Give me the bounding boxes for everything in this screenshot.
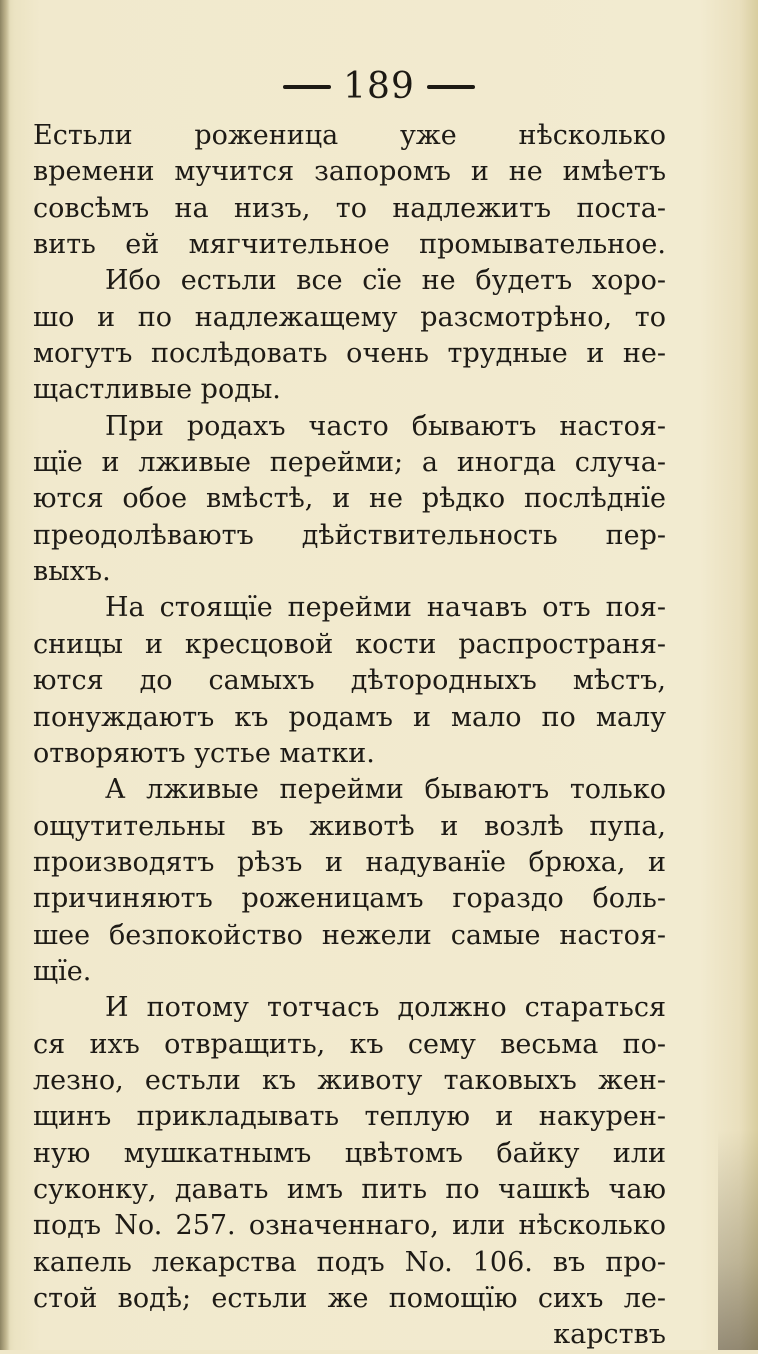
page-corner-shadow <box>718 1130 758 1350</box>
body-text <box>33 118 666 1354</box>
page-number: 189 <box>343 66 415 107</box>
text-line: времени мучится запоромъ и не имѣетъ <box>33 156 666 188</box>
text-line: щинъ прикладывать теплую и накурен- <box>33 1101 666 1133</box>
text-line: лезно, естьли къ животу таковыхъ жен- <box>33 1064 666 1096</box>
left-dash-ornament <box>283 85 331 89</box>
text-line: вить ей мягчительное промывательное. <box>33 229 666 261</box>
text-line: подъ No. 257. означеннаго, или нѣсколько <box>33 1210 666 1242</box>
text-line: могутъ послѣдовать очень трудные и не- <box>33 338 666 370</box>
text-line: А лживые перейми бываютъ только <box>105 774 666 806</box>
text-line: стой водѣ; естьли же помощїю сихъ ле- <box>33 1283 666 1314</box>
text-line: шо и по надлежащему разсмотрѣно, то <box>33 301 666 333</box>
text-line: При родахъ часто бываютъ настоя- <box>105 410 666 442</box>
text-line: отворяютъ устье матки. <box>33 737 375 769</box>
page-binding-edge <box>0 0 10 1350</box>
text-line: Ибо естьли все сїе не будетъ хоро- <box>105 265 666 297</box>
text-line: понуждаютъ къ родамъ и мало по малу <box>33 701 666 733</box>
text-line: И потому тотчасъ должно стараться <box>105 992 666 1024</box>
text-line: На стоящїе перейми начавъ отъ поя- <box>105 592 666 624</box>
text-line: производятъ рѣзъ и надуванїе брюха, и <box>33 846 666 878</box>
right-dash-ornament <box>427 85 475 89</box>
text-line: шее безпокойство нежели самые настоя- <box>33 919 666 951</box>
text-line: суконку, давать имъ пить по чашкѣ чаю <box>33 1173 666 1205</box>
text-line: совсѣмъ на низъ, то надлежитъ поста- <box>33 192 666 224</box>
text-line: Естьли роженица уже нѣсколько <box>33 120 666 151</box>
text-line: сницы и кресцовой кости распространя- <box>33 628 666 660</box>
text-line: ются до самыхъ дѣтородныхъ мѣстъ, <box>33 665 666 697</box>
catchword: карствъ <box>553 1319 666 1351</box>
text-line: щїе. <box>33 955 92 987</box>
text-line: ются обое вмѣстѣ, и не рѣдко послѣднїе <box>33 483 666 515</box>
text-line: щїе и лживые перейми; а иногда случа- <box>33 447 666 479</box>
text-line: ную мушкатнымъ цвѣтомъ байку или <box>33 1137 666 1169</box>
page-header <box>0 66 758 107</box>
text-line: ощутительны въ животѣ и возлѣ пупа, <box>33 810 666 842</box>
text-line: выхъ. <box>33 556 111 588</box>
text-line: причиняютъ роженицамъ гораздо боль- <box>33 883 666 915</box>
text-line: преодолѣваютъ дѣйствительность пер- <box>33 519 666 551</box>
text-line: капель лекарства подъ No. 106. въ про- <box>33 1246 666 1278</box>
text-line: щастливые роды. <box>33 374 281 406</box>
text-line: ся ихъ отвращить, къ сему весьма по- <box>33 1028 666 1060</box>
